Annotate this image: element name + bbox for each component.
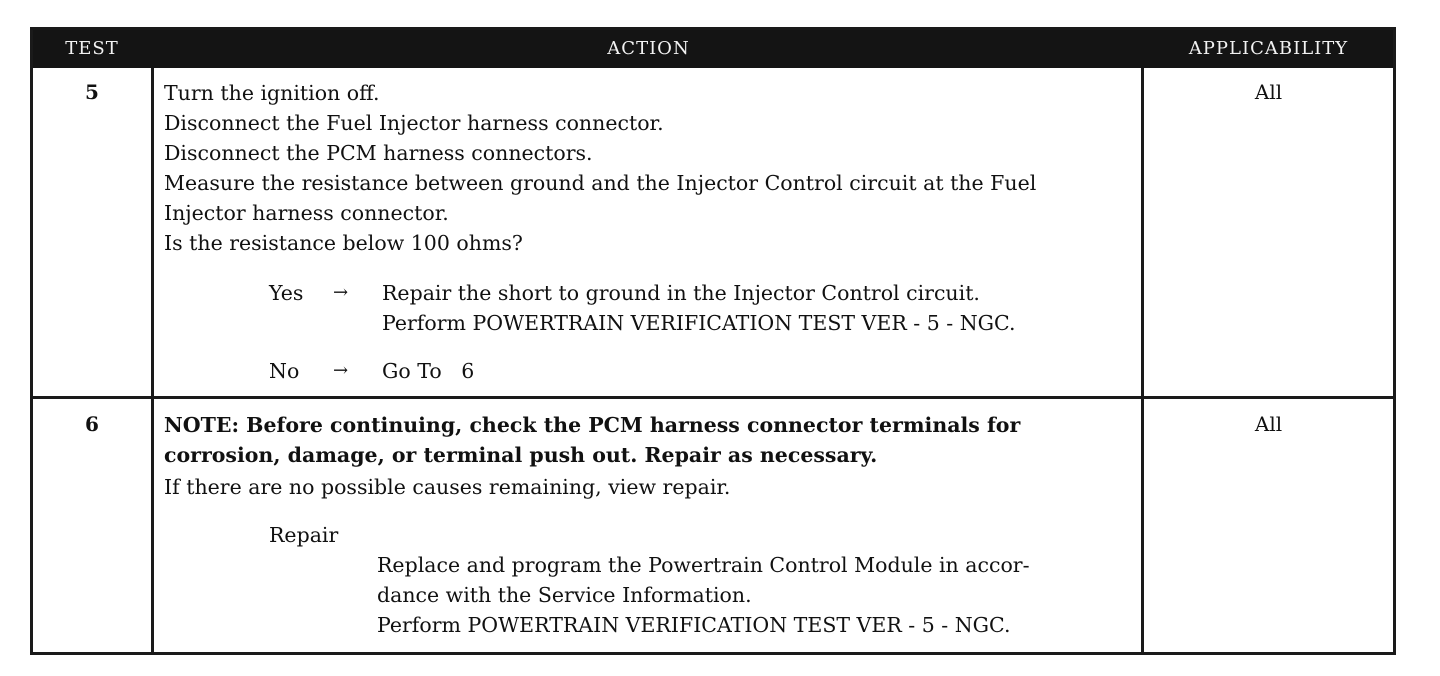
yes-result-line: Repair the short to ground in the Injector Control circuit. (382, 281, 980, 305)
column-divider-applicability (1141, 68, 1144, 652)
column-divider-test (151, 68, 154, 652)
applicability-6: All (1254, 412, 1283, 436)
repair-line: Replace and program the Powertrain Control Module in accor- (377, 553, 1030, 577)
note-line: NOTE: Before continuing, check the PCM harness connector terminals for (164, 413, 1021, 437)
right-arrow-icon: → (333, 360, 349, 381)
note-line: corrosion, damage, or terminal push out. Repair as necessary. (164, 443, 878, 467)
action-line: Injector harness connector. (164, 201, 449, 225)
header-test: TEST (65, 38, 119, 59)
yes-result-line: Perform POWERTRAIN VERIFICATION TEST VER - 5 - NGC. (382, 311, 1016, 335)
action-line: Disconnect the Fuel Injector harness connector. (164, 111, 664, 135)
repair-line: Perform POWERTRAIN VERIFICATION TEST VER - 5 - NGC. (377, 613, 1011, 637)
test-number-6: 6 (85, 412, 99, 436)
table-header (33, 30, 1393, 68)
test-number-5: 5 (85, 80, 99, 104)
applicability-5: All (1254, 80, 1283, 104)
row-divider (33, 396, 1393, 399)
no-result: Go To 6 (382, 359, 475, 383)
repair-line: dance with the Service Information. (377, 583, 752, 607)
action-line: If there are no possible causes remaining, view repair. (164, 475, 731, 499)
header-action: ACTION (607, 38, 690, 59)
diagnostic-table (30, 27, 1396, 655)
repair-label: Repair (269, 523, 339, 547)
action-line: Turn the ignition off. (164, 81, 380, 105)
right-arrow-icon: → (333, 282, 349, 303)
yes-label: Yes (269, 281, 304, 305)
action-line: Disconnect the PCM harness connectors. (164, 141, 593, 165)
no-label: No (269, 359, 300, 383)
action-line: Measure the resistance between ground and the Injector Control circuit at the Fuel (164, 171, 1037, 195)
header-applicability: APPLICABILITY (1188, 38, 1349, 59)
action-line: Is the resistance below 100 ohms? (164, 231, 523, 255)
